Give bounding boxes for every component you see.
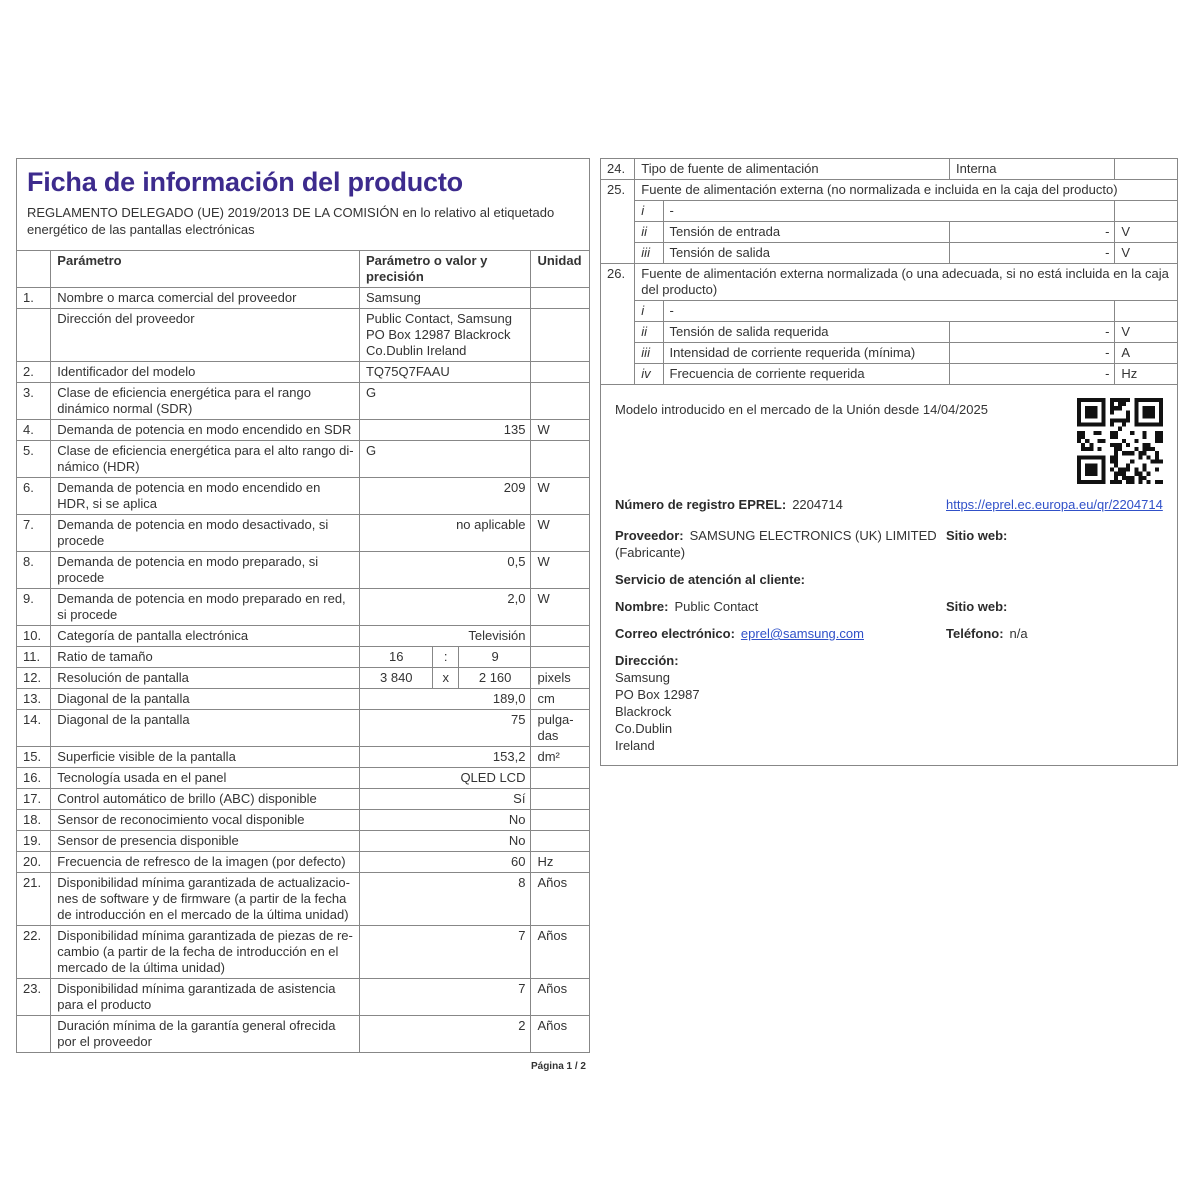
row-number: 18. [17, 810, 51, 831]
website-label: Sitio web: [946, 528, 1008, 543]
parameter-name: Diagonal de la pantalla [51, 689, 360, 710]
parameter-name: Dirección del proveedor [51, 309, 360, 362]
table-row [601, 301, 1178, 322]
parameter-unit: Años [531, 1016, 590, 1053]
address-line: Samsung [615, 670, 670, 685]
parameter-value: 2 [359, 1016, 531, 1053]
table-row [601, 222, 1178, 243]
table-row [601, 322, 1178, 343]
parameter-name: Intensidad de corriente requerida (mínima) [663, 343, 949, 364]
product-parameters-table [16, 250, 590, 1053]
row-number: 2. [17, 362, 51, 383]
parameter-unit: V [1115, 322, 1178, 343]
parameter-value: 209 [359, 478, 531, 515]
parameter-value: 75 [359, 710, 531, 747]
row-number: 7. [17, 515, 51, 552]
parameter-unit: Hz [1115, 364, 1178, 385]
market-introduction-text: Modelo introducido en el mercado de la Unión desde 14/04/2025 [615, 402, 988, 417]
row-number: 14. [17, 710, 51, 747]
value-separator: x [432, 668, 458, 689]
parameter-name: Demanda de potencia en modo encendido en SDR [51, 420, 360, 441]
header-valor: Parámetro o valor y precisión [359, 251, 531, 288]
table-row [17, 420, 590, 441]
table-row [17, 1016, 590, 1053]
parameter-unit: W [531, 515, 590, 552]
row-number: 12. [17, 668, 51, 689]
supplier-label: Proveedor: [615, 528, 684, 543]
parameter-unit: W [531, 552, 590, 589]
table-row [601, 343, 1178, 364]
table-row [17, 810, 590, 831]
website2-label: Sitio web: [946, 599, 1008, 614]
eprel-info-box [600, 384, 1178, 766]
parameter-name: Categoría de pantalla electrónica [51, 626, 360, 647]
row-number: 1. [17, 288, 51, 309]
table-row [17, 626, 590, 647]
parameter-value: G [359, 441, 531, 478]
parameter-name: Tecnología usada en el panel [51, 768, 360, 789]
row-number: 15. [17, 747, 51, 768]
page-number: Página 1 / 2 [530, 1061, 586, 1072]
table-row [17, 852, 590, 873]
parameter-value: - [950, 322, 1115, 343]
contact-name-row [615, 598, 1163, 615]
contact-name-label: Nombre: [615, 599, 669, 614]
value-part: 16 [359, 647, 432, 668]
table-row [17, 589, 590, 626]
parameter-name: - [663, 301, 1115, 322]
address-row [615, 652, 1163, 754]
row-number: 19. [17, 831, 51, 852]
parameter-name: Superficie visible de la pantalla [51, 747, 360, 768]
parameter-name: Tensión de salida requerida [663, 322, 949, 343]
row-number [17, 1016, 51, 1053]
parameter-value: - [950, 343, 1115, 364]
parameter-unit [531, 309, 590, 362]
parameter-value: Sí [359, 789, 531, 810]
title-block [16, 158, 590, 250]
table-row [601, 201, 1178, 222]
table-row [17, 768, 590, 789]
right-table-body [601, 159, 1178, 385]
parameter-unit [531, 362, 590, 383]
parameter-value: No [359, 831, 531, 852]
parameter-unit [531, 810, 590, 831]
parameter-unit [531, 831, 590, 852]
parameter-value: Interna [950, 159, 1115, 180]
parameter-unit [531, 288, 590, 309]
address-label: Dirección: [615, 653, 679, 668]
eprel-link[interactable]: https://eprel.ec.europa.eu/qr/2204714 [946, 497, 1163, 512]
parameter-value: - [950, 364, 1115, 385]
right-panel [600, 158, 1178, 385]
phone-value: n/a [1009, 626, 1028, 641]
table-row [17, 515, 590, 552]
row-number: 5. [17, 441, 51, 478]
row-number [17, 309, 51, 362]
table-row [17, 309, 590, 362]
supplier-row [615, 527, 1163, 561]
parameter-unit [531, 768, 590, 789]
parameter-value: 60 [359, 852, 531, 873]
table-row [17, 288, 590, 309]
parameter-name: Tensión de entrada [663, 222, 949, 243]
parameter-value: - [950, 243, 1115, 264]
parameter-value: - [950, 222, 1115, 243]
row-number: 9. [17, 589, 51, 626]
parameter-unit: Años [531, 979, 590, 1016]
parameter-unit: W [531, 589, 590, 626]
table-row [17, 689, 590, 710]
parameter-name: Disponibilidad mínima garantizada de piezas de recambio (a partir de la fecha de introducción en el mercado de la última unidad) [51, 926, 360, 979]
row-number: 23. [17, 979, 51, 1016]
row-number: 4. [17, 420, 51, 441]
parameter-name: Sensor de reconocimiento vocal disponible [51, 810, 360, 831]
value-part: 9 [458, 647, 531, 668]
parameter-value: 153,2 [359, 747, 531, 768]
parameter-name: Diagonal de la pantalla [51, 710, 360, 747]
eprel-number-value: 2204714 [792, 497, 843, 512]
sub-row-number: iii [635, 243, 663, 264]
address-line: PO Box 12987 [615, 687, 700, 702]
row-number: 8. [17, 552, 51, 589]
parameter-value: Televisión [359, 626, 531, 647]
sub-row-number: ii [635, 222, 663, 243]
value-part: 3 840 [359, 668, 432, 689]
contact-name-value: Public Contact [674, 599, 759, 614]
address-line: Blackrock [615, 704, 672, 719]
parameter-unit [1115, 301, 1178, 322]
row-number: 26. [601, 264, 635, 385]
table-row [17, 789, 590, 810]
table-row [17, 926, 590, 979]
table-row [17, 552, 590, 589]
parameter-value: 7 [359, 979, 531, 1016]
parameter-name: Demanda de potencia en modo preparado, si procede [51, 552, 360, 589]
table-row [601, 243, 1178, 264]
supplier-value: SAMSUNG ELECTRONICS (UK) LIMITED (Fabricante) [615, 528, 937, 560]
parameter-value: G [359, 383, 531, 420]
row-number: 22. [17, 926, 51, 979]
parameter-unit: A [1115, 343, 1178, 364]
sub-row-number: i [635, 301, 663, 322]
header-parametro: Parámetro [51, 251, 360, 288]
parameter-value: 0,5 [359, 552, 531, 589]
parameter-unit [531, 647, 590, 668]
parameter-unit [531, 383, 590, 420]
parameter-value: 2,0 [359, 589, 531, 626]
parameter-group-title: Fuente de alimentación externa (no normalizada e incluida en la caja del producto) [635, 180, 1178, 201]
parameter-name: - [663, 201, 1115, 222]
table-row [601, 364, 1178, 385]
parameter-value: 7 [359, 926, 531, 979]
address-line: Co.Dublin [615, 721, 673, 736]
parameter-unit [531, 441, 590, 478]
parameter-unit: Años [531, 873, 590, 926]
email-row [615, 625, 1163, 642]
table-row [601, 264, 1178, 301]
header-num-cell [17, 251, 51, 288]
table-row [17, 873, 590, 926]
parameter-value: no aplicable [359, 515, 531, 552]
left-panel [16, 158, 590, 1072]
table-row [17, 831, 590, 852]
parameter-value: QLED LCD [359, 768, 531, 789]
parameter-unit [1115, 159, 1178, 180]
parameter-name: Demanda de potencia en modo desactivado, si procede [51, 515, 360, 552]
row-number: 16. [17, 768, 51, 789]
sub-row-number: iii [635, 343, 663, 364]
table-row [17, 668, 590, 689]
row-number: 3. [17, 383, 51, 420]
parameter-name: Tipo de fuente de alimentación [635, 159, 950, 180]
row-number: 10. [17, 626, 51, 647]
table-row [17, 383, 590, 420]
parameter-value: TQ75Q7FAAU [359, 362, 531, 383]
header-unidad: Unidad [531, 251, 590, 288]
parameter-unit: Años [531, 926, 590, 979]
parameter-value: No [359, 810, 531, 831]
address-line: Ireland [615, 738, 655, 753]
table-row [17, 979, 590, 1016]
parameter-unit: pixels [531, 668, 590, 689]
parameter-name: Sensor de presencia disponible [51, 831, 360, 852]
parameter-name: Ratio de tamaño [51, 647, 360, 668]
row-number: 11. [17, 647, 51, 668]
email-link[interactable]: eprel@samsung.com [740, 626, 864, 641]
parameter-value: Samsung [359, 288, 531, 309]
customer-service-label: Servicio de atención al cliente: [615, 572, 806, 587]
row-number: 6. [17, 478, 51, 515]
parameter-unit: V [1115, 222, 1178, 243]
page-title: Ficha de información del producto [27, 167, 463, 197]
parameter-value: 135 [359, 420, 531, 441]
row-number: 24. [601, 159, 635, 180]
row-number: 17. [17, 789, 51, 810]
left-table-body [17, 288, 590, 1053]
parameter-value: Public Contact, Samsung PO Box 12987 Blackrock Co.Dublin Ireland [359, 309, 531, 362]
parameter-name: Nombre o marca comercial del proveedor [51, 288, 360, 309]
parameter-unit [531, 789, 590, 810]
table-row [17, 747, 590, 768]
phone-label: Teléfono: [946, 626, 1004, 641]
value-part: 2 160 [458, 668, 531, 689]
table-row [17, 362, 590, 383]
parameter-name: Frecuencia de corriente requerida [663, 364, 949, 385]
parameter-name: Duración mínima de la garantía general ofrecida por el proveedor [51, 1016, 360, 1053]
sub-row-number: iv [635, 364, 663, 385]
parameter-unit: pulgadas [531, 710, 590, 747]
parameter-name: Clase de eficiencia energética para el alto rango dinámico (HDR) [51, 441, 360, 478]
parameter-value: 8 [359, 873, 531, 926]
parameter-unit: W [531, 420, 590, 441]
parameter-name: Clase de eficiencia energética para el rango dinámico normal (SDR) [51, 383, 360, 420]
parameter-name: Tensión de salida [663, 243, 949, 264]
parameter-value: 189,0 [359, 689, 531, 710]
table-row [601, 159, 1178, 180]
qr-code-icon [1077, 398, 1163, 484]
parameter-unit: dm² [531, 747, 590, 768]
row-number: 25. [601, 180, 635, 264]
parameter-unit [1115, 201, 1178, 222]
page-subtitle: REGLAMENTO DELEGADO (UE) 2019/2013 DE LA COMISIÓN en lo relativo al etiquetado energético de las pantallas electrónicas [27, 205, 555, 237]
parameter-group-title: Fuente de alimentación externa normalizada (o una adecuada, si no está incluida en la caja del producto) [635, 264, 1178, 301]
parameter-name: Frecuencia de refresco de la imagen (por defecto) [51, 852, 360, 873]
row-number: 20. [17, 852, 51, 873]
parameter-unit: Hz [531, 852, 590, 873]
sub-row-number: ii [635, 322, 663, 343]
parameter-name: Disponibilidad mínima garantizada de actualizaciones de software y de firmware (a partir de la fecha de introducción en el mercado de la última unidad) [51, 873, 360, 926]
parameter-name: Demanda de potencia en modo encendido en HDR, si se aplica [51, 478, 360, 515]
power-supply-table [600, 158, 1178, 385]
parameter-name: Resolución de pantalla [51, 668, 360, 689]
row-number: 13. [17, 689, 51, 710]
parameter-unit: cm [531, 689, 590, 710]
table-row [17, 647, 590, 668]
parameter-unit [531, 626, 590, 647]
sub-row-number: i [635, 201, 663, 222]
parameter-name: Disponibilidad mínima garantizada de asistencia para el producto [51, 979, 360, 1016]
parameter-name: Control automático de brillo (ABC) disponible [51, 789, 360, 810]
parameter-name: Identificador del modelo [51, 362, 360, 383]
email-label: Correo electrónico: [615, 626, 735, 641]
row-number: 21. [17, 873, 51, 926]
table-row [17, 441, 590, 478]
eprel-number-label: Número de registro EPREL: [615, 497, 787, 512]
table-row [601, 180, 1178, 201]
parameter-name: Demanda de potencia en modo preparado en red, si procede [51, 589, 360, 626]
eprel-number-row [615, 496, 1163, 513]
table-row [17, 478, 590, 515]
customer-service-row [615, 571, 1163, 588]
value-separator: : [432, 647, 458, 668]
parameter-unit: W [531, 478, 590, 515]
header-row [17, 251, 590, 288]
table-row [17, 710, 590, 747]
parameter-unit: V [1115, 243, 1178, 264]
